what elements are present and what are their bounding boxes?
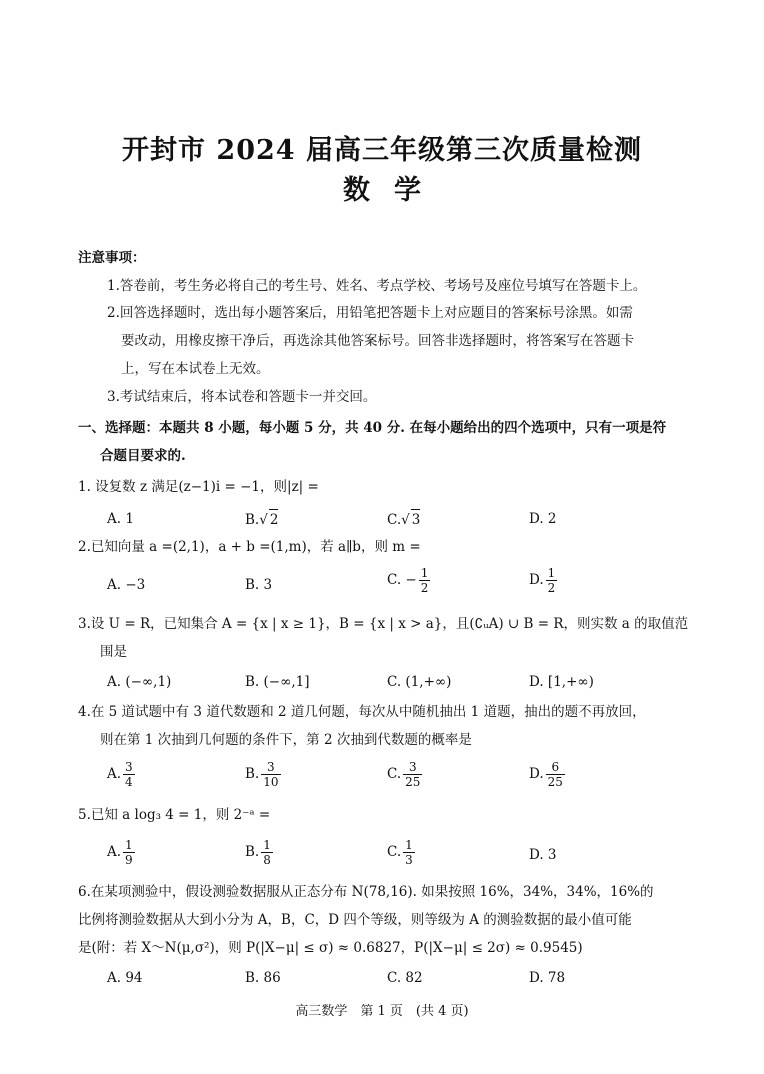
- question-4-stem-cont: 则在第 1 次抽到几何题的条件下，第 2 次抽到代数题的概率是: [100, 732, 472, 748]
- q5-option-d: D. 3: [529, 847, 557, 863]
- q3-option-c: C. (1,+∞): [387, 674, 452, 690]
- q1-option-d: D. 2: [529, 511, 557, 527]
- notice-item: 1.答卷前，考生务必将自己的考生号、姓名、考点学校、考场号及座位号填写在答题卡上。: [107, 278, 647, 294]
- q3-option-a: A. (−∞,1): [107, 674, 172, 690]
- q5-option-c: C. $\frac{1}{3}$: [387, 838, 413, 867]
- notice-item: 2.回答选择题时，选出每小题答案后，用铅笔把答题卡上对应题目的答案标号涂黑。如需: [107, 305, 633, 321]
- q4-option-d: D. $\frac{6}{25}$: [529, 760, 563, 789]
- exam-title: 开封市 2024 届高三年级第三次质量检测: [122, 135, 642, 166]
- q2-option-b: B. 3: [245, 577, 273, 593]
- q1-option-c: C.√ 3: [387, 509, 420, 530]
- q2-option-c: C. − $\frac{1}{2}$: [387, 566, 429, 595]
- q4-option-c: C. $\frac{3}{25}$: [387, 760, 421, 789]
- q1-option-a: A. 1: [107, 511, 134, 527]
- section-heading: 一、选择题：本题共 8 小题，每小题 5 分，共 40 分. 在每小题给出的四个选项中，只有一项是符: [78, 420, 667, 436]
- q6-option-b: B. 86: [245, 970, 281, 986]
- question-3-stem: 3.设 U = R，已知集合 A = {x | x ≥ 1}，B = {x | x > a}，且(∁ᵤA) ∪ B = R，则实数 a 的取值范: [78, 616, 689, 632]
- q6-option-d: D. 78: [529, 970, 566, 986]
- q5-option-b: B. $\frac{1}{8}$: [245, 838, 271, 867]
- q2-option-a: A. −3: [107, 577, 146, 593]
- page-footer: 高三数学 第 1 页 (共 4 页): [295, 1004, 469, 1019]
- question-4-stem: 4.在 5 道试题中有 3 道代数题和 2 道几何题，每次从中随机抽出 1 道题，抽出的题不再放回，: [78, 704, 646, 720]
- section-heading-cont: 合题目要求的.: [100, 448, 186, 464]
- notice-heading: 注意事项：: [78, 250, 146, 266]
- question-6-stem-cont: 比例将测验数据从大到小分为 A，B，C，D 四个等级，则等级为 A 的测验数据的最小值可能: [78, 912, 632, 928]
- question-5-stem: 5.已知 a log₃ 4 = 1，则 2⁻ᵃ =: [78, 807, 271, 823]
- notice-item: 3.考试结束后，将本试卷和答题卡一并交回。: [107, 389, 377, 405]
- q3-option-d: D. [1,+∞): [529, 674, 594, 690]
- q2-option-d: D. $\frac{1}{2}$: [529, 566, 556, 595]
- q4-option-a: A. $\frac{3}{4}$: [107, 760, 133, 789]
- q3-option-b: B. (−∞,1]: [245, 674, 310, 690]
- notice-item: 上，写在本试卷上无效。: [121, 361, 270, 377]
- question-2-stem: 2.已知向量 a =(2,1)，a + b =(1,m)，若 a∥b，则 m =: [78, 539, 421, 555]
- notice-item: 要改动，用橡皮擦干净后，再选涂其他答案标号。回答非选择题时，将答案写在答题卡: [121, 333, 634, 349]
- q4-option-b: B. $\frac{3}{10}$: [245, 760, 279, 789]
- q5-option-a: A. $\frac{1}{9}$: [107, 838, 133, 867]
- question-3-stem-cont: 围是: [100, 644, 127, 660]
- subject-title: 数学: [343, 175, 445, 206]
- question-6-stem: 6.在某项测验中，假设测验数据服从正态分布 N(78,16). 如果按照 16%，34%，34%，16%的: [78, 884, 654, 900]
- q6-option-c: C. 82: [387, 970, 423, 986]
- question-6-stem-cont: 是(附：若 X～N(μ,σ²)，则 P(|X−μ| ≤ σ) ≈ 0.6827，P(|X−μ| ≤ 2σ) ≈ 0.9545): [78, 940, 583, 956]
- q1-option-b: B.√ 2: [245, 509, 278, 530]
- question-1-stem: 1. 设复数 z 满足(z−1)i = −1，则|z| =: [78, 479, 319, 495]
- q6-option-a: A. 94: [107, 970, 143, 986]
